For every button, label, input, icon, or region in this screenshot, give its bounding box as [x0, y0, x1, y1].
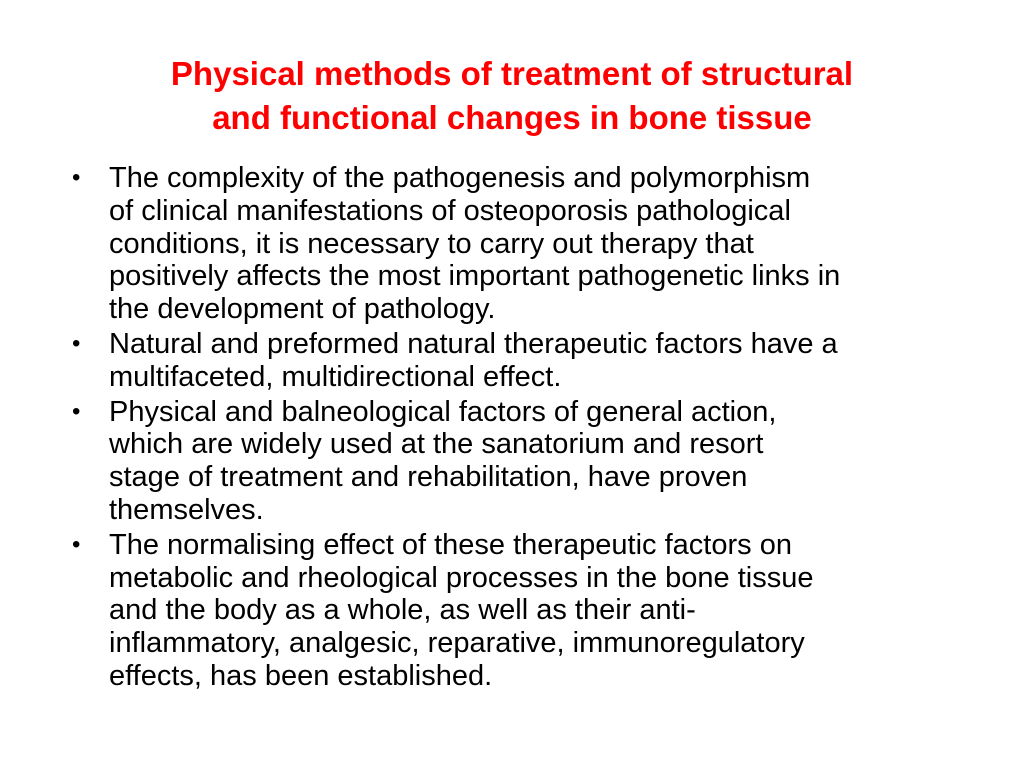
- bullet-line: positively affects the most important pathogenetic links in: [109, 260, 841, 293]
- bullet-line: The normalising effect of these therapeutic factors on: [109, 528, 792, 561]
- bullet-list: [70, 162, 985, 695]
- bullet-text: [109, 328, 985, 394]
- bullet-line: Physical and balneological factors of general action,: [109, 395, 777, 428]
- bullet-line: inflammatory, analgesic, reparative, immunoregulatory: [109, 627, 805, 660]
- bullet-marker: •: [72, 164, 81, 191]
- slide-title-line-1: Physical methods of treatment of structural: [170, 55, 854, 92]
- slide-title: [60, 52, 964, 140]
- bullet-line: and the body as a whole, as well as their anti-: [109, 594, 696, 627]
- bullet-item-1: [70, 162, 985, 326]
- bullet-item-2: [70, 328, 985, 394]
- bullet-line: the development of pathology.: [109, 293, 496, 326]
- bullet-line: Natural and preformed natural therapeutic factors have a: [109, 327, 838, 360]
- bullet-line: multifaceted, multidirectional effect.: [109, 360, 562, 393]
- bullet-text: [109, 396, 985, 527]
- bullet-line: which are widely used at the sanatorium and resort: [109, 428, 764, 461]
- bullet-line: metabolic and rheological processes in the bone tissue: [109, 561, 814, 594]
- bullet-marker: •: [72, 329, 81, 357]
- bullet-item-4: [70, 529, 985, 693]
- bullet-line: effects, has been established.: [109, 659, 493, 692]
- bullet-line: conditions, it is necessary to carry out therapy that: [109, 227, 754, 260]
- bullet-line: themselves.: [109, 493, 264, 526]
- slide-title-line-2: and functional changes in bone tissue: [212, 99, 812, 136]
- bullet-text: [109, 162, 985, 326]
- bullet-line: of clinical manifestations of osteoporosis pathological: [109, 194, 791, 227]
- bullet-line: The complexity of the pathogenesis and polymorphism: [109, 162, 811, 194]
- bullet-item-3: [70, 396, 985, 527]
- bullet-line: stage of treatment and rehabilitation, have proven: [109, 461, 748, 494]
- bullet-text: [109, 529, 985, 693]
- bullet-marker: •: [72, 397, 81, 425]
- bullet-marker: •: [72, 530, 81, 558]
